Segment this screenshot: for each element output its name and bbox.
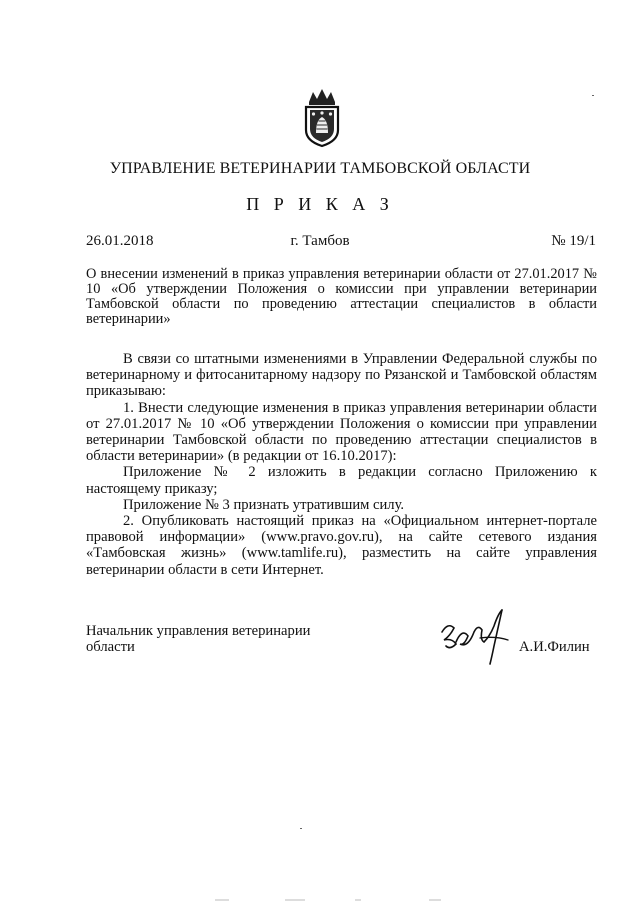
- agency-name: УПРАВЛЕНИЕ ВЕТЕРИНАРИИ ТАМБОВСКОЙ ОБЛАСТИ: [109, 160, 531, 177]
- document-type: П Р И К А З: [246, 194, 394, 214]
- order-subject: О внесении изменений в приказ управления ветеринарии области от 27.01.2017 № 10 «Об утверждении Положения о комиссии при управлении ветеринарии Тамбовской области по проведению аттестации специалистов в области ветеринарии»: [86, 266, 597, 327]
- order-body: [86, 351, 597, 578]
- order-city: г. Тамбов: [290, 233, 350, 249]
- scan-speck: [300, 828, 302, 829]
- scan-edge-marks: [215, 899, 455, 901]
- body-paragraph: Приложение № 3 признать утратившим силу.: [123, 496, 405, 513]
- body-paragraph: 2. Опубликовать настоящий приказ на «Официальном интернет-портале правовой информации» (www.pravo.gov.ru), на сайте сетевого издания «Тамбовская жизнь» (www.tamlife.ru), разместить на сайте управления ветеринарии области в сети Интернет.: [86, 513, 597, 578]
- order-number: № 19/1: [551, 233, 596, 249]
- signatory-title: Начальник управления ветеринарии области: [86, 623, 311, 655]
- body-paragraph: Приложение № 2 изложить в редакции согласно Приложению к настоящему приказу;: [86, 464, 597, 497]
- body-paragraph: 1. Внести следующие изменения в приказ управления ветеринарии области от 27.01.2017 № 10 «Об утверждении Положения о комиссии при управлении ветеринарии Тамбовской области по проведению аттестации специалистов в области ветеринарии» (в редакции от 16.10.2017):: [86, 399, 597, 465]
- handwritten-signature: [438, 606, 520, 666]
- body-paragraph: В связи со штатными изменениями в Управлении Федеральной службы по ветеринарному и фитосанитарному надзору по Рязанской и Тамбовской областям приказываю:: [86, 351, 597, 400]
- order-date: 26.01.2018: [86, 233, 154, 249]
- signatory-name: А.И.Филин: [519, 639, 590, 655]
- scan-speck: [592, 95, 594, 96]
- coat-of-arms-icon: [301, 88, 343, 148]
